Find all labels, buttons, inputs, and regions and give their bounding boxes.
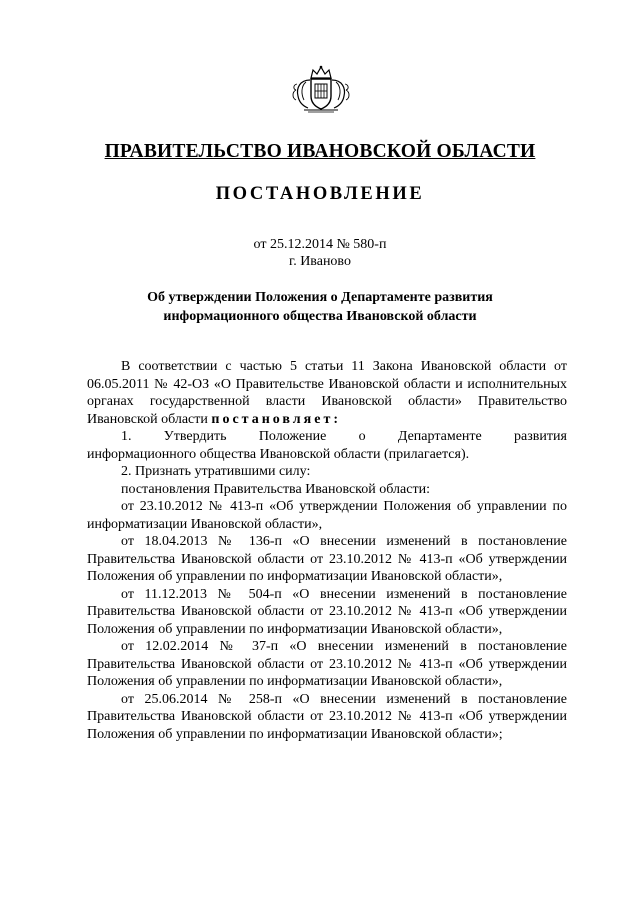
repealed-act-item: от 25.06.2014 № 258-п «О внесении изменений в постановление Правительства Ивановской области от 23.10.2012 № 413-п «Об утверждении Положения об управлении по информатизации Ивановской области»;: [87, 691, 567, 742]
repealed-act-item: от 11.12.2013 № 504-п «О внесении изменений в постановление Правительства Ивановской области от 23.10.2012 № 413-п «Об утверждении Положения об управлении по информатизации Ивановской области»,: [87, 586, 567, 637]
city: г. Иваново: [289, 254, 351, 269]
item-1-continuation: информационного общества Ивановской области (прилагается).: [87, 446, 470, 462]
document-subject: [0, 288, 640, 326]
repealed-act-item: от 23.10.2012 № 413-п «Об утверждении Положения об управлении по информатизации Ивановской области»,: [87, 499, 567, 532]
item-2-intro: постановления Правительства Ивановской области:: [121, 481, 430, 497]
item-1-word: развития: [514, 429, 567, 444]
item-1-word: о: [358, 429, 366, 444]
item-1-word: Положение: [258, 429, 327, 444]
repealed-act-item: от 12.02.2014 № 37-п «О внесении изменений в постановление Правительства Ивановской области от 23.10.2012 № 413-п «Об утверждении Положения об управлении по информатизации Ивановской области»,: [87, 639, 567, 689]
date-number: от 25.12.2014 № 580-п: [253, 237, 387, 252]
item-1-first-line: [87, 428, 567, 446]
ivanovo-coat-of-arms-icon: [290, 64, 352, 114]
preamble-text: В соответствии с частью 5 статьи 11 Закона Ивановской области от 06.05.2011 № 42-ОЗ «О Правительстве Ивановской области и исполнительных органах государственной власти Ивановской области» Правительство Ивановской области: [87, 359, 567, 427]
document-type-title: ПОСТАНОВЛЕНИЕ: [215, 184, 425, 204]
item-1-word: Департаменте: [397, 429, 482, 444]
subject-line-1: Об утверждении Положения о Департаменте развития: [147, 290, 493, 305]
document-body: [87, 358, 567, 743]
item-1-number: 1.: [121, 429, 132, 444]
date-and-place: [0, 236, 640, 270]
item-2-paragraph: 2. Признать утратившими силу:: [121, 464, 311, 479]
preamble-paragraph: [87, 358, 567, 428]
repealed-act-item: от 18.04.2013 № 136-п «О внесении изменений в постановление Правительства Ивановской области от 23.10.2012 № 413-п «Об утверждении Положения об управлении по информатизации Ивановской области»,: [87, 534, 567, 584]
item-1-word: Утвердить: [163, 429, 227, 444]
resolves-word: постановляет:: [211, 411, 341, 427]
subject-line-2: информационного общества Ивановской области: [163, 309, 477, 324]
government-title: ПРАВИТЕЛЬСТВО ИВАНОВСКОЙ ОБЛАСТИ: [104, 141, 536, 162]
